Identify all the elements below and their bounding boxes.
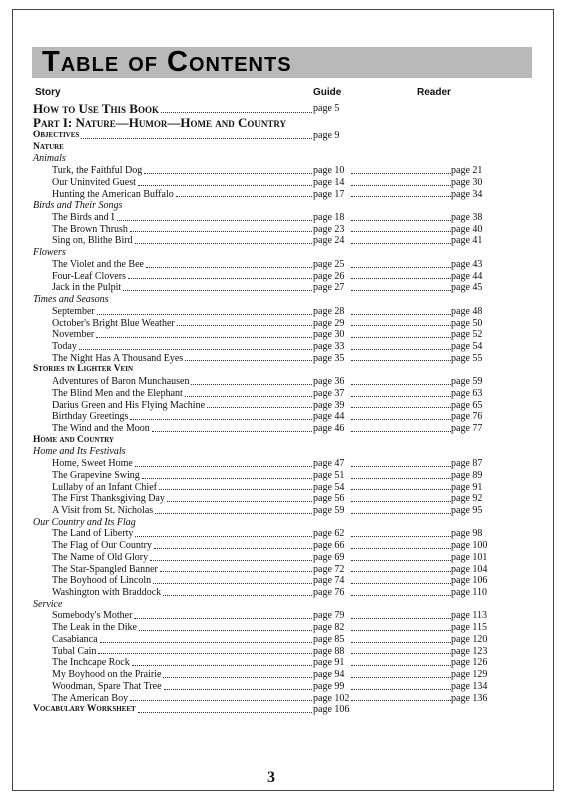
dot-leader [351,571,451,572]
toc-entry-title: Lullaby of an Infant Chief [52,481,157,493]
reader-page: page 134 [451,680,488,692]
toc-entry-title: The Blind Men and the Elephant [52,387,183,399]
dot-leader [351,407,451,408]
dot-leader [100,642,312,643]
dot-leader [176,196,312,197]
toc-entry-title: Times and Seasons [33,294,109,306]
reader-page: page 136 [451,692,488,704]
toc-row [33,329,529,341]
reader-page: page 77 [451,422,483,434]
toc-row [33,575,529,587]
guide-page: page 25 [313,258,345,270]
dot-leader [351,243,451,244]
toc-entry-title: The Birds and I [52,212,115,224]
toc-entry-title: The Grapevine Swing [52,469,140,481]
reader-page: page 110 [451,587,488,599]
dot-leader [351,337,451,338]
dot-leader [351,595,451,596]
toc-row [33,587,529,599]
guide-page: page 72 [313,563,345,575]
toc-row [33,271,529,283]
guide-page: page 56 [313,493,345,505]
toc-row [33,341,529,353]
toc-row [33,153,529,165]
dot-leader [351,489,451,490]
dot-leader [351,665,451,666]
toc-entry-title: Woodman, Spare That Tree [52,680,162,692]
toc-row [33,517,529,529]
toc-entry-title: Our Country and Its Flag [33,516,136,528]
toc-list [33,102,529,716]
guide-page: page 106 [313,704,350,716]
toc-row [33,599,529,611]
dot-leader [351,513,451,514]
reader-page: page 38 [451,212,483,224]
title-banner [32,47,532,78]
dot-leader [135,466,312,467]
toc-row [33,470,529,482]
toc-entry-title: Nature [33,141,64,152]
toc-entry-title: October's Bright Blue Weather [52,317,175,329]
dot-leader [139,630,312,631]
dot-leader [351,278,451,279]
toc-row [33,177,529,189]
toc-entry-title: Turk, the Faithful Dog [52,165,143,177]
toc-entry-title: The Inchcape Rock [52,657,130,669]
toc-entry-title: Jack in the Pulpit [52,282,122,294]
toc-entry-title: Adventures of Baron Munchausen [52,376,190,388]
toc-entry-title: Sing on, Blithe Bird [52,235,133,247]
dot-leader [351,419,451,420]
toc-row [33,646,529,658]
toc-row [33,704,529,716]
dot-leader [351,700,451,701]
dot-leader [144,173,312,174]
guide-page: page 66 [313,540,345,552]
toc-entry-title: Birds and Their Songs [33,200,123,212]
reader-page: page 129 [451,669,488,681]
reader-page: page 34 [451,188,483,200]
toc-row [33,364,529,376]
dot-leader [135,243,312,244]
toc-row [33,564,529,576]
toc-entry-title: The Boyhood of Lincoln [52,575,152,587]
reader-page: page 44 [451,270,483,282]
dot-leader [191,384,312,385]
dot-leader [351,185,451,186]
toc-row [33,528,529,540]
reader-page: page 113 [451,610,488,622]
guide-page: page 28 [313,305,345,317]
dot-leader [81,138,312,139]
toc-row [33,224,529,236]
reader-page: page 87 [451,458,483,470]
toc-entry-title: Casabianca [52,633,98,645]
dot-leader [351,196,451,197]
guide-page: page 51 [313,469,345,481]
guide-page: page 85 [313,633,345,645]
dot-leader [79,349,312,350]
dot-leader [135,536,312,537]
guide-page: page 88 [313,645,345,657]
guide-page: page 91 [313,657,345,669]
dot-leader [351,618,451,619]
guide-page: page 5 [313,103,340,114]
reader-page: page 89 [451,469,483,481]
toc-entry-title: The Wind and the Moon [52,422,150,434]
toc-row [33,165,529,177]
toc-row [33,189,529,201]
toc-row [33,540,529,552]
toc-entry-title: Tubal Cain [52,645,97,657]
column-header-story: Story [35,87,61,98]
page-number: 3 [267,769,275,786]
toc-entry-title: The Land of Liberty [52,528,134,540]
guide-page: page 99 [313,680,345,692]
toc-row [33,353,529,365]
reader-page: page 126 [451,657,488,669]
guide-page: page 62 [313,528,345,540]
reader-page: page 120 [451,633,488,645]
dot-leader [98,653,312,654]
dot-leader [351,396,451,397]
toc-entry-title: September [52,305,95,317]
guide-page: page 27 [313,282,345,294]
dot-leader [130,231,312,232]
dot-leader [351,677,451,678]
dot-leader [128,278,312,279]
dot-leader [146,267,312,268]
toc-entry-title: The Star-Spangled Banner [52,563,158,575]
toc-row [33,116,529,130]
toc-entry-title: Washington with Braddock [52,587,162,599]
toc-entry-title: How to Use This Book [33,101,159,116]
reader-page: page 43 [451,258,483,270]
dot-leader [351,653,451,654]
dot-leader [351,360,451,361]
toc-entry-title: The Leak in the Dike [52,622,137,634]
reader-page: page 59 [451,376,483,388]
dot-leader [351,290,451,291]
toc-row [33,446,529,458]
toc-entry-title: Service [33,598,63,610]
dot-leader [207,407,312,408]
toc-row [33,610,529,622]
dot-leader [155,513,312,514]
toc-entry-title: The Night Has A Thousand Eyes [52,352,184,364]
toc-row [33,130,529,142]
toc-row [33,259,529,271]
toc-entry-title: Vocabulary Worksheet [33,704,136,715]
dot-leader [154,548,312,549]
toc-entry-title: The First Thanksgiving Day [52,493,165,505]
guide-page: page 39 [313,399,345,411]
guide-page: page 30 [313,329,345,341]
toc-row [33,505,529,517]
toc-row [33,282,529,294]
dot-leader [150,560,312,561]
guide-page: page 94 [313,669,345,681]
dot-leader [161,112,312,113]
reader-page: page 30 [451,176,483,188]
reader-page: page 115 [451,622,488,634]
toc-row [33,235,529,247]
reader-page: page 100 [451,540,488,552]
dot-leader [351,689,451,690]
guide-page: page 37 [313,387,345,399]
toc-row [33,376,529,388]
dot-leader [138,185,312,186]
dot-leader [351,501,451,502]
reader-page: page 98 [451,528,483,540]
dot-leader [160,571,312,572]
toc-row [33,681,529,693]
dot-leader [177,325,312,326]
reader-page: page 21 [451,165,483,177]
toc-entry-title: Four-Leaf Clovers [52,270,126,282]
toc-row [33,294,529,306]
dot-leader [351,478,451,479]
toc-entry-title: Home and Its Festivals [33,446,126,458]
dot-leader [134,618,312,619]
toc-row [33,423,529,435]
dot-leader [96,337,312,338]
dot-leader [351,220,451,221]
reader-page: page 55 [451,352,483,364]
guide-page: page 82 [313,622,345,634]
reader-page: page 63 [451,387,483,399]
toc-row [33,318,529,330]
toc-row [33,482,529,494]
dot-leader [159,489,312,490]
toc-row [33,102,529,116]
toc-entry-title: Somebody's Mother [52,610,133,622]
toc-entry-title: Stories in Lighter Vein [33,364,133,375]
reader-page: page 52 [451,329,483,341]
dot-leader [351,630,451,631]
toc-entry-title: The Brown Thrush [52,223,128,235]
reader-page: page 40 [451,223,483,235]
guide-page: page 35 [313,352,345,364]
page-title: Table of Contents [42,46,292,78]
dot-leader [167,501,312,502]
toc-entry-title: November [52,329,95,341]
toc-row [33,634,529,646]
toc-row [33,142,529,154]
toc-entry-title: The American Boy [52,692,129,704]
guide-page: page 47 [313,458,345,470]
toc-entry-title: Home, Sweet Home [52,458,133,470]
dot-leader [351,642,451,643]
toc-row [33,388,529,400]
dot-leader [130,700,312,701]
dot-leader [351,384,451,385]
guide-page: page 59 [313,505,345,516]
toc-row [33,458,529,470]
guide-page: page 14 [313,176,345,188]
toc-row [33,200,529,212]
reader-page: page 104 [451,563,488,575]
dot-leader [138,712,312,713]
toc-entry-title: The Violet and the Bee [52,258,144,270]
guide-page: page 76 [313,587,345,599]
guide-page: page 44 [313,411,345,423]
reader-page: page 48 [451,305,483,317]
guide-page: page 33 [313,340,345,352]
dot-leader [351,314,451,315]
dot-leader [163,595,312,596]
guide-page: page 74 [313,575,345,587]
guide-page: page 10 [313,165,345,177]
dot-leader [351,231,451,232]
reader-page: page 65 [451,399,483,411]
toc-entry-title: Hunting the American Buffalo [52,188,174,200]
guide-page: page 46 [313,422,345,434]
reader-page: page 45 [451,282,483,294]
toc-row [33,435,529,447]
dot-leader [164,689,312,690]
toc-entry-title: The Flag of Our Country [52,540,152,552]
toc-row [33,693,529,705]
guide-page: page 29 [313,317,345,329]
dot-leader [142,478,312,479]
reader-page: page 123 [451,645,488,657]
dot-leader [351,173,451,174]
dot-leader [351,583,451,584]
toc-row [33,622,529,634]
dot-leader [163,677,312,678]
dot-leader [351,431,451,432]
toc-row [33,212,529,224]
dot-leader [351,267,451,268]
toc-entry-title: Objectives [33,130,80,140]
dot-leader [351,560,451,561]
guide-page: page 17 [313,188,345,200]
guide-page: page 26 [313,270,345,282]
dot-leader [130,419,312,420]
toc-entry-title: Flowers [33,247,66,259]
toc-entry-title: Today [52,340,77,352]
reader-page: page 91 [451,481,483,493]
toc-entry-title: Part I: Nature—Humor—Home and Country [33,115,287,130]
reader-page: page 101 [451,551,488,563]
guide-page: page 9 [313,130,340,141]
guide-page: page 69 [313,551,345,563]
reader-page: page 106 [451,575,488,587]
guide-page: page 54 [313,481,345,493]
dot-leader [351,349,451,350]
guide-page: page 23 [313,223,345,235]
reader-page: page 92 [451,493,483,505]
toc-entry-title: Our Uninvited Guest [52,176,136,188]
guide-page: page 79 [313,610,345,622]
reader-page: page 54 [451,340,483,352]
column-header-reader: Reader [417,87,451,98]
reader-page: page 76 [451,411,483,423]
reader-page: page 50 [451,317,483,329]
dot-leader [117,220,312,221]
document-page [12,9,554,791]
dot-leader [185,360,312,361]
toc-entry-title: Home and Country [33,434,114,445]
toc-entry-title: Darius Green and His Flying Machine [52,399,206,411]
guide-page: page 36 [313,376,345,388]
toc-row [33,493,529,505]
column-header-guide: Guide [313,87,342,98]
dot-leader [185,396,312,397]
guide-page: page 24 [313,235,345,247]
reader-page: page 95 [451,505,483,516]
dot-leader [152,431,312,432]
toc-row [33,400,529,412]
dot-leader [351,536,451,537]
dot-leader [153,583,312,584]
dot-leader [351,325,451,326]
dot-leader [351,548,451,549]
toc-row [33,306,529,318]
dot-leader [97,314,312,315]
reader-page: page 41 [451,235,483,247]
toc-entry-title: A Visit from St. Nicholas [52,505,154,516]
toc-row [33,247,529,259]
toc-row [33,552,529,564]
toc-entry-title: Birthday Greetings [52,411,129,423]
dot-leader [351,466,451,467]
toc-entry-title: Animals [33,153,66,165]
guide-page: page 18 [313,212,345,224]
dot-leader [123,290,312,291]
toc-entry-title: The Name of Old Glory [52,551,149,563]
toc-row [33,411,529,423]
dot-leader [132,665,312,666]
toc-row [33,657,529,669]
guide-page: page 102 [313,692,350,704]
toc-entry-title: My Boyhood on the Prairie [52,669,162,681]
toc-row [33,669,529,681]
